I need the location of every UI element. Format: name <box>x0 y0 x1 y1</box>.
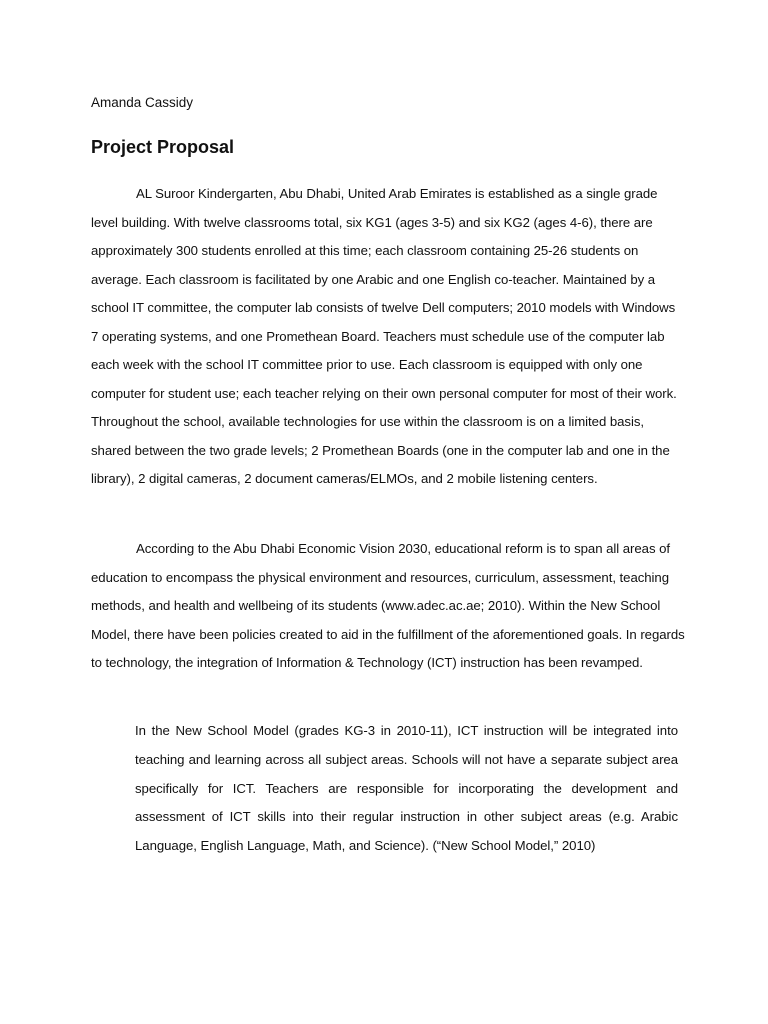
paragraph-school-overview: AL Suroor Kindergarten, Abu Dhabi, United Arab Emirates is established as a single grade level building. With twelve classrooms total, six KG1 (ages 3-5) and six KG2 (ages 4-6), there are approximately 300 students enrolled at this time; each classroom containing 25-26 students on average. Each classroom is facilitated by one Arabic and one English co-teacher. Maintained by a school IT committee, the computer lab consists of twelve Dell computers; 2010 models with Windows 7 operating systems, and one Promethean Board. Teachers must schedule use of the computer lab each week with the school IT committee prior to use. Each classroom is equipped with only one computer for student use; each teacher relying on their own personal computer for most of their work. Throughout the school, available technologies for use within the classroom is on a limited basis, shared between the two grade levels; 2 Promethean Boards (one in the computer lab and one in the library), 2 digital cameras, 2 document cameras/ELMOs, and 2 mobile listening centers. <box>91 186 677 486</box>
document-title: Project Proposal <box>91 137 235 157</box>
author-name: Amanda Cassidy <box>91 95 194 110</box>
paragraph-economic-vision: According to the Abu Dhabi Economic Vision 2030, educational reform is to span all areas of education to encompass the physical environment and resources, curriculum, assessment, teaching methods, and health and wellbeing of its students (www.adec.ac.ae; 2010). Within the New School Model, there have been policies created to aid in the fulfillment of the aforementioned goals. In regards to technology, the integration of Information & Technology (ICT) instruction has been revamped. <box>91 541 685 670</box>
block-quote-new-school-model: In the New School Model (grades KG-3 in 2010-11), ICT instruction will be integrated into teaching and learning across all subject areas. Schools will not have a separate subject area specifically for ICT. Teachers are responsible for incorporating the development and assessment of ICT skills into their regular instruction in other subject areas (e.g. Arabic Language, English Language, Math, and Science). (“New School Model,” 2010) <box>135 723 678 854</box>
